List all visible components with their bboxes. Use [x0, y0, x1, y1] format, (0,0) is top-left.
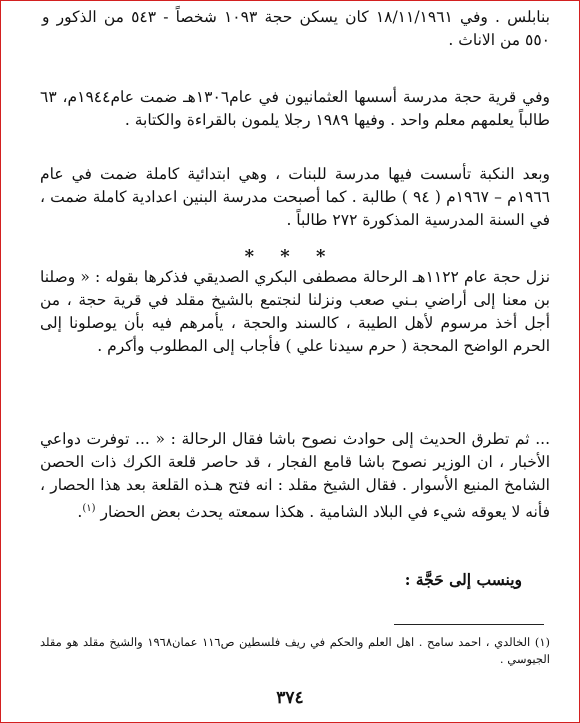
document-page [30, 6, 550, 718]
paragraph-nasuh-pasha: ... ثم تطرق الحديث إلى حوادث نصوح باشا فقال الرحالة : « ... توفرت دواعي الأخبار ، ان الوزير نصوح باشا قامع الفجار ، قد حاصر قلعة الكرك ذات الحصن الشامخ المنيع الأسوار . فقال الشيخ مقلد : انه فتح هـذه القلعة بعد هذا الحصار ، فأنه لا يعوقه شيء في البلاد الشامية . هكذا سمعته يحدث بعض الحضار $^{(١)}$. [40, 430, 550, 522]
section-divider-stars: * * * [244, 246, 336, 267]
paragraph-population: بنابلس . وفي ١٨/١١/١٩٦١ كان يسكن حجة ١٠٩٣ شخصاً - ٥٤٣ من الذكور و ٥٥٠ من الاناث . [42, 8, 550, 49]
paragraph-girls-school: وبعد النكبة تأسست فيها مدرسة للبنات ، وهي ابتدائية كاملة ضمت في عام ١٩٦٦م – ١٩٦٧م ( ٩٤ ) طالبة . كما أصبحت مدرسة البنين اعدادية كاملة ضمت ، في السنة المدرسية المذكورة ٢٧٢ طالباً . [40, 165, 551, 229]
paragraph-traveler-quote: نزل حجة عام ١١٢٢هـ الرحالة مصطفى البكري الصديقي فذكرها بقوله : « وصلنا بن معنا إلى أراضي بـني صعب ونزلنا لنجتمع بالشيخ مقلد في قرية حجة ، من أجل أخذ مرسوم لأهل الطيبة ، كالسند والحجة ، يأمرهم فيه بأن يوصلونا إلى الحرم الواضح المحجة ( حرم سيدنا علي ) فأجاب إلى المطلوب وأكرم . [40, 268, 551, 355]
footnote-text: (١) الخالدي ، احمد سامح . اهل العلم والحكم في ريف فلسطين ص١١٦ عمان١٩٦٨ والشيخ مقلد هو مقلد الجيوسي . [40, 635, 550, 666]
paragraph-ottoman-school: وفي قرية حجة مدرسة أسسها العثمانيون في عام١٣٠٦هـ ضمت عام١٩٤٤م، ٦٣ طالباً يعلمهم معلم واحد . وفيها ١٩٨٩ رجلا يلمون بالقراءة والكتابة . [40, 88, 551, 129]
footnote-divider [394, 624, 544, 625]
paragraph-nasuh-pasha-text: ... ثم تطرق الحديث إلى حوادث نصوح باشا فقال الرحالة : « ... توفرت دواعي الأخبار ، ان الوزير نصوح باشا قامع الفجار ، قد حاصر قلعة الكرك ذات الحصن الشامخ المنيع الأسوار . فقال الشيخ مقلد : انه فتح هـذه القلعة بعد هذا الحصار ، فأنه لا يعوقه شيء في البلاد الشامية . هكذا سمعته يحدث بعض الحضار [40, 430, 550, 522]
footnote-reference: (١) [82, 503, 96, 514]
page-number: ٣٧٤ [276, 688, 304, 708]
paragraph-attributed: وينسب إلى حَجَّة : [404, 570, 522, 589]
